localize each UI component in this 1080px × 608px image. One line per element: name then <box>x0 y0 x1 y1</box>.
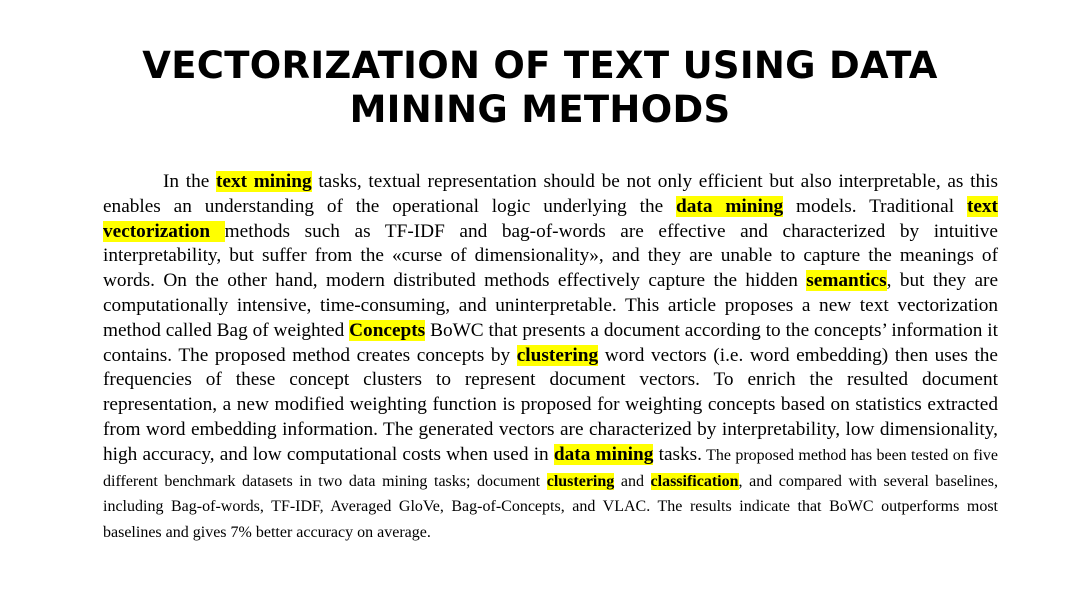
text-segment: models. Traditional <box>783 195 967 217</box>
text-segment: In the <box>163 171 217 192</box>
highlight-term: clustering <box>546 472 615 490</box>
abstract-text <box>103 170 998 546</box>
highlight-term: text mining <box>216 171 312 192</box>
highlight-term: Concepts <box>349 319 426 341</box>
highlight-term: text vectorization <box>103 195 998 242</box>
highlight-term: clustering <box>516 344 599 366</box>
highlight-term: data mining <box>553 443 654 465</box>
slide-title <box>60 44 1020 132</box>
text-segment-small: The proposed method has been tested on five different benchmark datasets in two data mining tasks; document <box>103 446 999 490</box>
text-segment: tasks. <box>653 443 702 465</box>
text-segment: word vectors (i.e. word embedding) then uses the frequencies of these concept clusters to represent document vectors. To enrich the resulted document representation, a new modified weighting function is proposed for weighting concepts based on statistics extracted from word embedding information. The generated vectors are characterized by interpretability, low dimensionality, high accuracy, and low computational costs when used in <box>103 344 998 465</box>
text-segment-small: , and compared with several baselines, including Bag-of-words, TF-IDF, Averaged GloVe, Bag-of-Concepts, and VLAC. The results indicate that BoWC outperforms most baselines and gives 7% better accuracy on average. <box>103 472 999 542</box>
text-segment: tasks, textual representation should be not only efficient but also interpretable, as this enables an understanding of the operational logic underlying the <box>103 171 998 217</box>
title-line-2: MINING METHODS <box>349 88 731 131</box>
highlight-term: classification <box>650 472 739 490</box>
abstract-paragraph <box>103 170 998 546</box>
highlight-term: semantics <box>806 270 887 292</box>
highlight-term: data mining <box>676 195 784 217</box>
text-segment: , but they are computationally intensive, time-consuming, and uninterpretable. This article proposes a new text vectorization method called Bag of weighted <box>103 270 999 341</box>
title-line-1: VECTORIZATION OF TEXT USING DATA <box>142 44 938 87</box>
text-segment-small: and <box>614 472 651 490</box>
text-segment: BoWC that presents a document according to the concepts’ information it contains. The proposed method creates concepts by <box>103 319 998 366</box>
text-segment: methods such as TF-IDF and bag-of-words are effective and characterized by intuitive interpretability, but suffer from the «curse of dimensionality», and they are unable to capture the meanings of words. On the other hand, modern distributed methods effectively capture the hidden <box>103 220 998 292</box>
